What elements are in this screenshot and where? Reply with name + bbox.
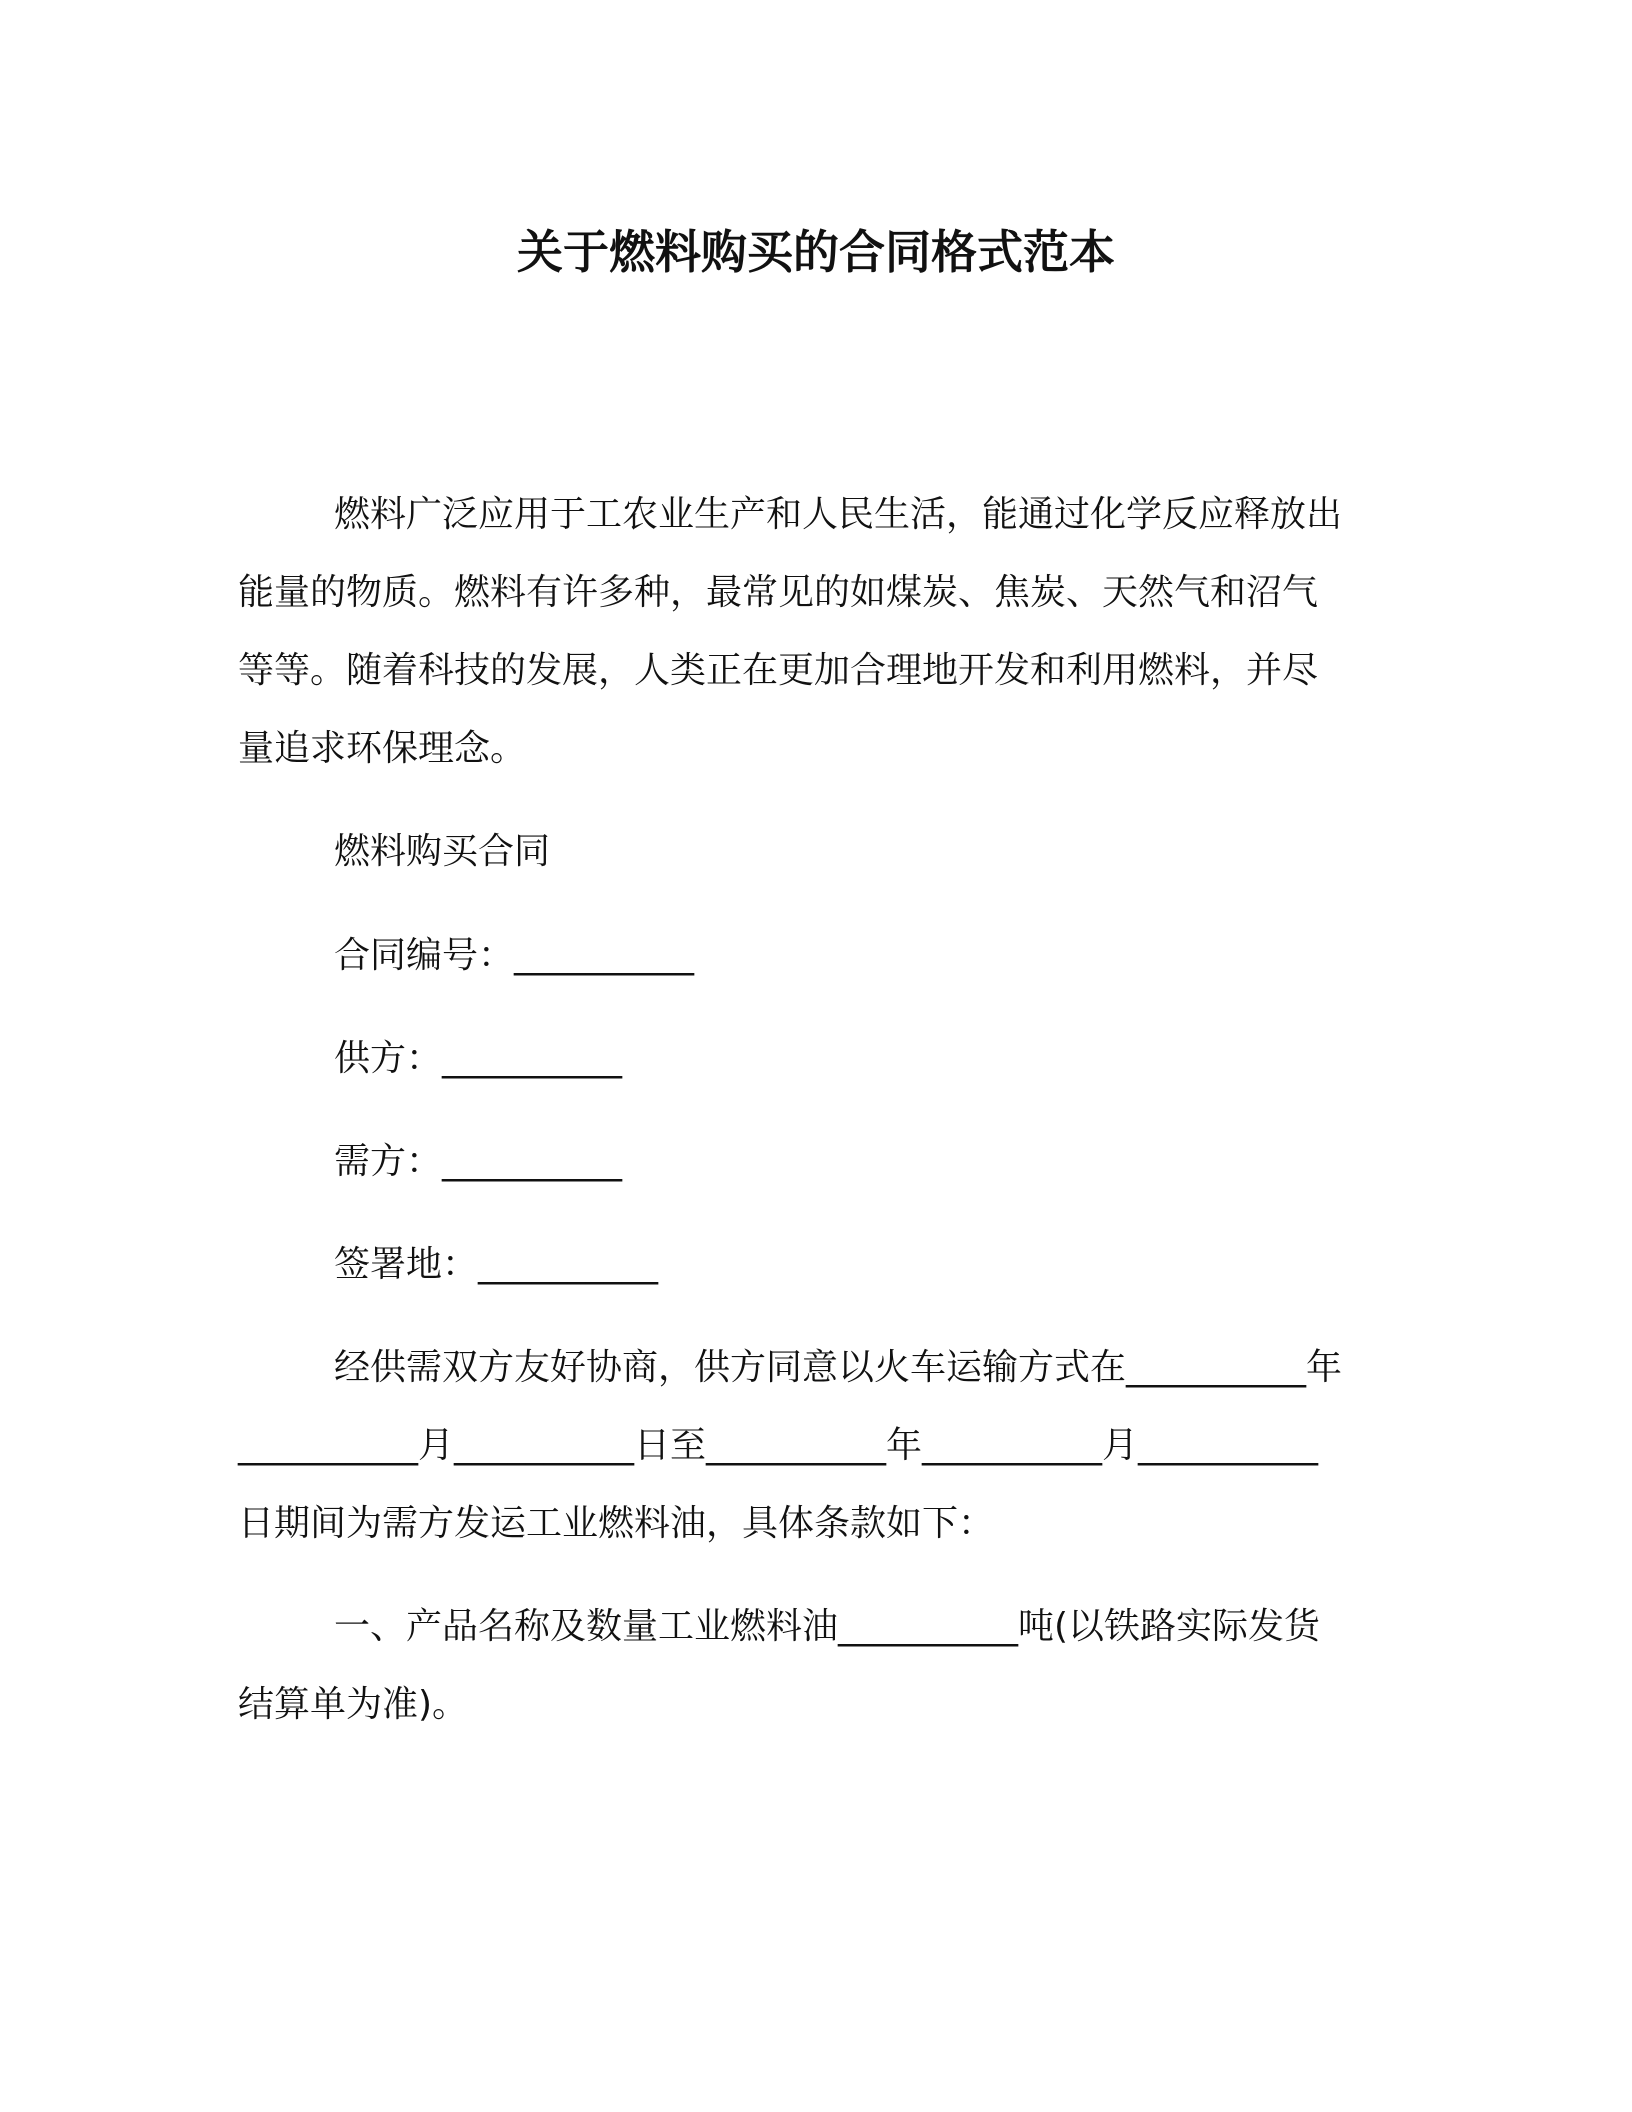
intro-line: 等等。随着科技的发展，人类正在更加合理地开发和利用燃料，并尽 <box>238 650 1319 691</box>
field-supplier <box>238 1020 1398 1098</box>
clause-one-line: 一、产品名称及数量工业燃料油__________吨(以铁路实际发货 <box>334 1606 1321 1647</box>
agreement-line: 日期间为需方发运工业燃料油，具体条款如下： <box>238 1503 995 1544</box>
field-buyer <box>238 1123 1398 1201</box>
document-title: 关于燃料购买的合同格式范本 <box>517 225 1115 279</box>
clause-one-line: 结算单为准)。 <box>238 1684 469 1725</box>
field-contract-number <box>238 917 1398 995</box>
contract-heading <box>238 813 1398 891</box>
contract-number-text: 合同编号：__________ <box>334 935 695 976</box>
signing-place-text: 签署地：__________ <box>334 1244 659 1285</box>
intro-line: 能量的物质。燃料有许多种，最常见的如煤炭、焦炭、天然气和沼气 <box>238 572 1319 613</box>
buyer-text: 需方：__________ <box>334 1141 623 1182</box>
agreement-line: 经供需双方友好协商，供方同意以火车运输方式在__________年 <box>334 1347 1343 1388</box>
agreement-paragraph <box>238 1329 1398 1563</box>
intro-line: 量追求环保理念。 <box>238 728 527 769</box>
contract-heading-text: 燃料购买合同 <box>334 831 551 872</box>
supplier-text: 供方：__________ <box>334 1038 623 1079</box>
field-signing-place <box>238 1226 1398 1304</box>
intro-line: 燃料广泛应用于工农业生产和人民生活，能通过化学反应释放出 <box>334 494 1343 535</box>
intro-paragraph <box>238 476 1398 788</box>
agreement-line: __________月__________日至__________年__________月__________ <box>238 1425 1318 1466</box>
clause-one-paragraph <box>238 1588 1398 1744</box>
